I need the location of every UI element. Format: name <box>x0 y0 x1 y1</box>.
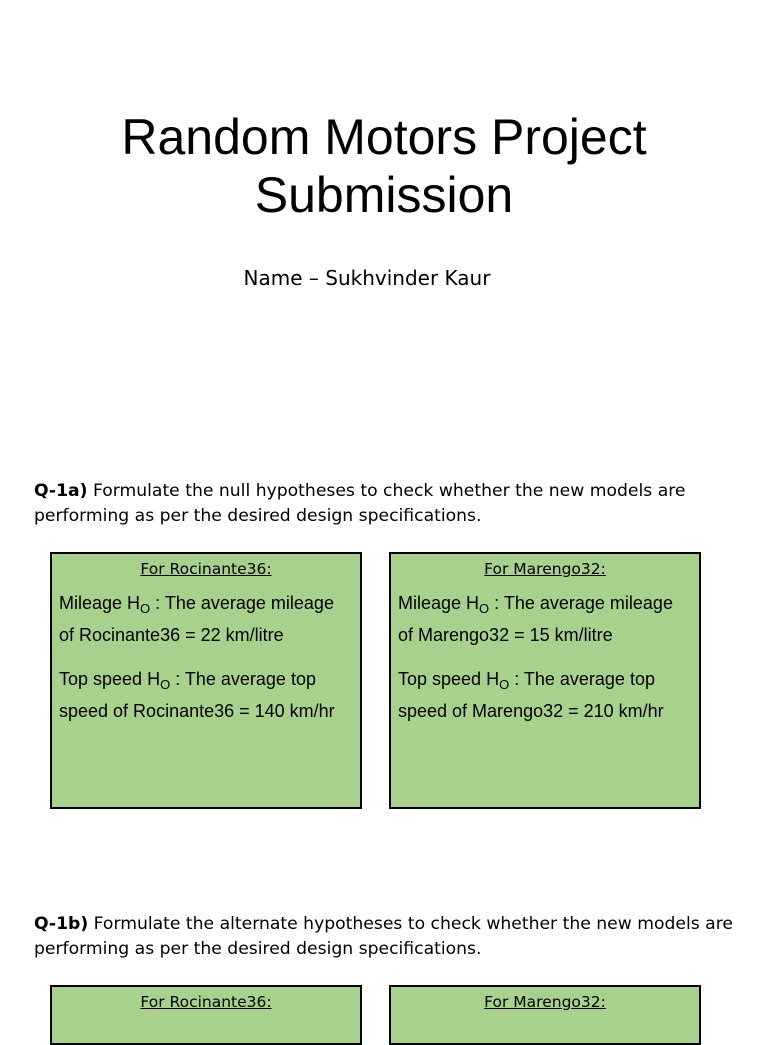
question-1b <box>34 912 734 962</box>
question-1a-label: Q-1a) <box>34 481 88 501</box>
author-name: Name – Sukhvinder Kaur <box>243 266 491 290</box>
alternate-hypothesis-box-rocinante36 <box>50 985 362 1045</box>
mileage-null-hypothesis: Mileage $H_O$ : The average mileage of Rocinante36 = 22 km/litre <box>59 593 334 645</box>
null-hypothesis-box-rocinante36 <box>50 552 362 809</box>
null-hypothesis-box-marengo32 <box>389 552 701 809</box>
alternate-hypothesis-box-marengo32 <box>389 985 701 1045</box>
mileage-null-hypothesis: Mileage $H_O$ : The average mileage of Marengo32 = 15 km/litre <box>398 593 673 645</box>
top-speed-null-hypothesis: Top speed $H_O$ : The average top speed of Marengo32 = 210 km/hr <box>398 669 664 721</box>
title-line-1: Random Motors Project <box>121 109 647 165</box>
box-heading: For Marengo32: <box>484 560 606 578</box>
question-1a <box>34 479 734 529</box>
question-1b-label: Q-1b) <box>34 914 89 934</box>
page-title <box>0 108 768 224</box>
question-1b-text: Formulate the alternate hypotheses to check whether the new models are performing as per the desired design specifications. <box>34 914 733 959</box>
top-speed-null-hypothesis: Top speed $H_O$ : The average top speed of Rocinante36 = 140 km/hr <box>59 669 335 721</box>
question-1a-text: Formulate the null hypotheses to check whether the new models are performing as per the desired design specifications. <box>34 481 686 526</box>
title-line-2: Submission <box>254 167 514 223</box>
box-heading: For Marengo32: <box>484 993 606 1011</box>
box-heading: For Rocinante36: <box>140 560 272 578</box>
box-heading: For Rocinante36: <box>140 993 272 1011</box>
